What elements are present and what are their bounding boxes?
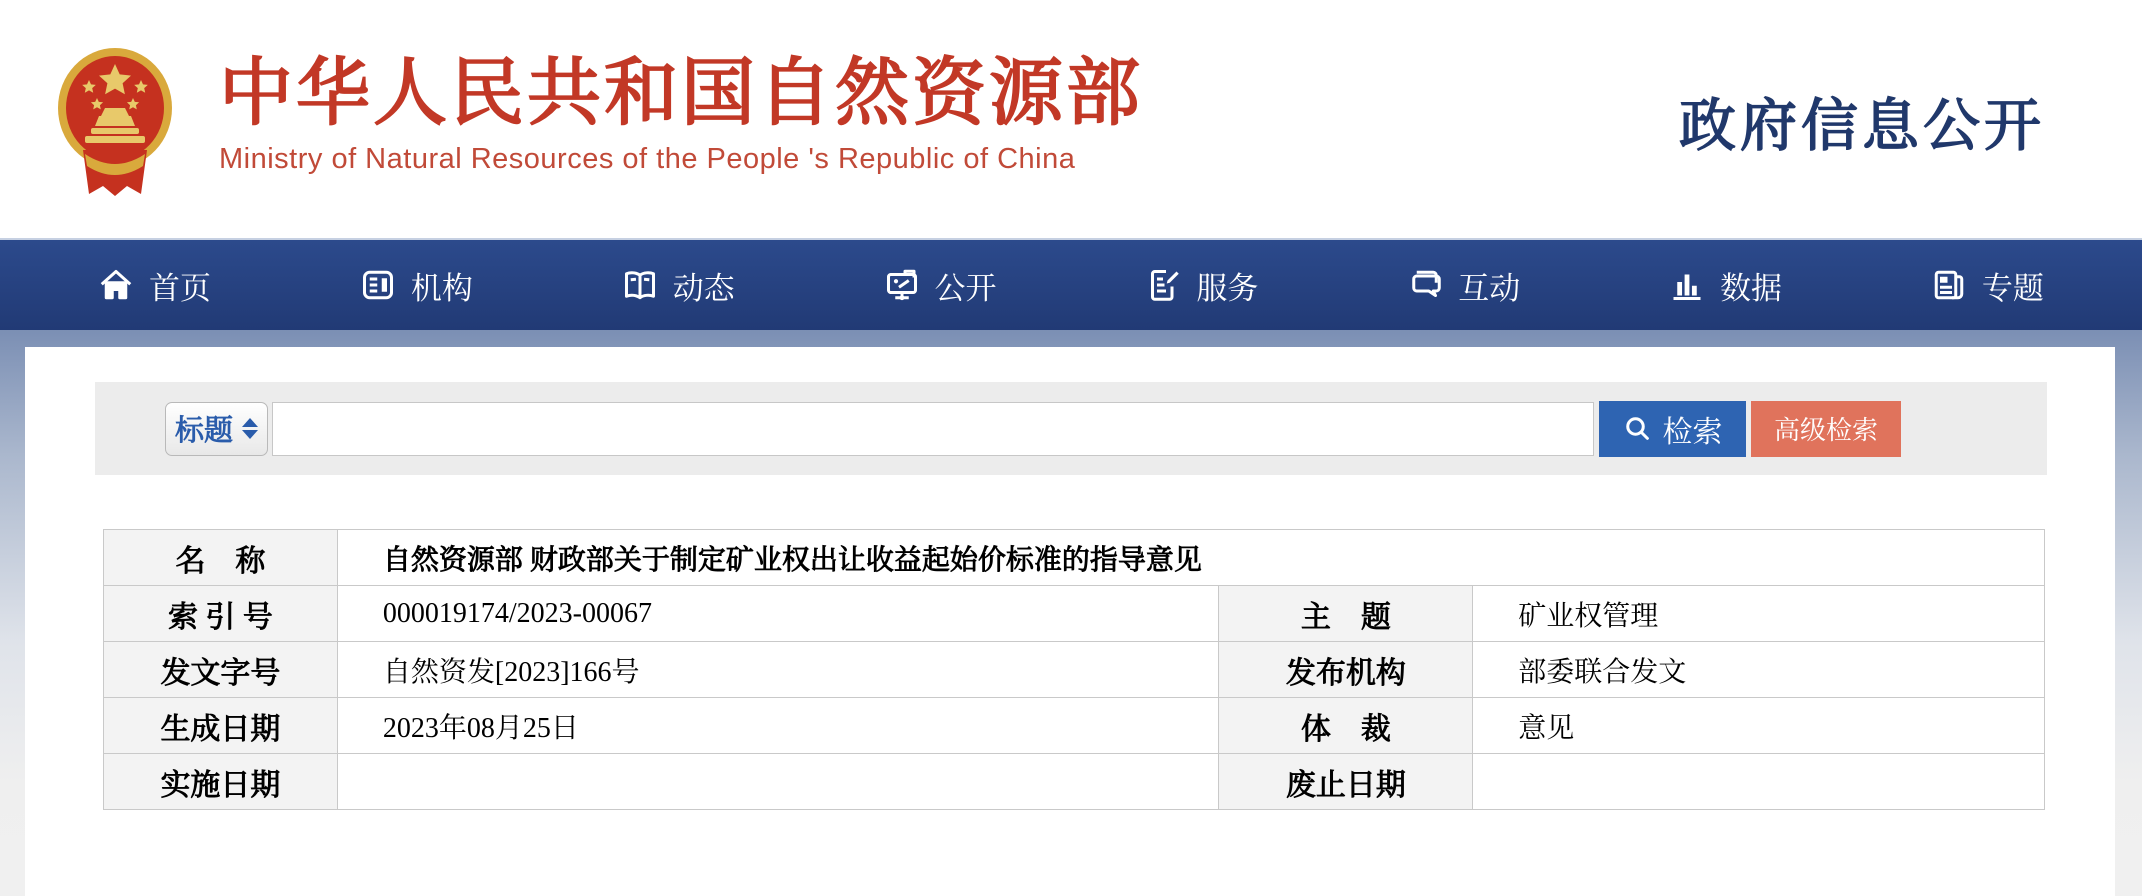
table-row-createdate-genre bbox=[104, 698, 2045, 754]
doc-number-label: 发文字号 bbox=[104, 642, 338, 698]
advanced-search-button[interactable] bbox=[1751, 401, 1901, 457]
repeal-date-value bbox=[1473, 754, 2045, 810]
nav-item-interaction[interactable] bbox=[1407, 263, 1520, 308]
site-title: 中华人民共和国自然资源部 bbox=[219, 51, 1143, 134]
nav-item-label: 首页 bbox=[149, 270, 211, 306]
table-row-docnumber-agency bbox=[104, 642, 2045, 698]
table-row-index-subject bbox=[104, 586, 2045, 642]
doc-number-value: 自然资发[2023]166号 bbox=[337, 642, 1219, 698]
site-header bbox=[0, 0, 2142, 238]
name-value: 自然资源部 财政部关于制定矿业权出让收益起始价标准的指导意见 bbox=[337, 530, 2044, 586]
nav-item-data[interactable] bbox=[1669, 263, 1782, 308]
interaction-icon bbox=[1407, 267, 1443, 303]
advanced-search-button-label: 高级检索 bbox=[1773, 415, 1878, 445]
table-row-effective-repeal bbox=[104, 754, 2045, 810]
nav-item-service[interactable] bbox=[1145, 263, 1258, 308]
search-bar bbox=[95, 382, 2047, 475]
nav-item-label: 动态 bbox=[672, 270, 735, 306]
data-icon bbox=[1669, 267, 1705, 303]
index-number-label: 索 引 号 bbox=[104, 586, 338, 642]
disclosure-icon bbox=[884, 267, 920, 303]
search-field-selector-label: 标题 bbox=[174, 415, 233, 447]
nav-item-home[interactable] bbox=[98, 263, 211, 308]
create-date-label: 生成日期 bbox=[104, 698, 338, 754]
nav-item-label: 互动 bbox=[1458, 270, 1521, 306]
nav-item-label: 数据 bbox=[1720, 270, 1783, 306]
search-input[interactable] bbox=[272, 402, 1594, 456]
search-icon bbox=[1623, 414, 1653, 444]
content-background bbox=[0, 330, 2142, 896]
create-date-value: 2023年08月25日 bbox=[337, 698, 1219, 754]
site-brand bbox=[55, 38, 1143, 200]
search-field-selector[interactable] bbox=[165, 402, 268, 456]
effective-date-value bbox=[337, 754, 1219, 810]
topics-icon bbox=[1931, 267, 1967, 303]
nav-item-topics[interactable] bbox=[1931, 263, 2044, 308]
effective-date-label: 实施日期 bbox=[104, 754, 338, 810]
index-number-value: 000019174/2023-00067 bbox=[337, 586, 1219, 642]
table-row-name bbox=[104, 530, 2045, 586]
genre-value: 意见 bbox=[1473, 698, 2045, 754]
document-detail-table bbox=[103, 529, 2045, 810]
search-button-label: 检索 bbox=[1662, 415, 1723, 449]
home-icon bbox=[98, 267, 134, 303]
page-title: 政府信息公开 bbox=[1679, 95, 2045, 158]
nav-item-label: 机构 bbox=[410, 270, 473, 306]
issuing-agency-label: 发布机构 bbox=[1219, 642, 1473, 698]
nav-item-label: 专题 bbox=[1981, 270, 2044, 306]
name-label: 名 称 bbox=[104, 530, 338, 586]
search-button[interactable] bbox=[1599, 401, 1746, 457]
nav-item-organization[interactable] bbox=[360, 263, 473, 308]
service-icon bbox=[1145, 267, 1181, 303]
nav-item-label: 服务 bbox=[1196, 270, 1259, 306]
genre-label: 体 裁 bbox=[1219, 698, 1473, 754]
repeal-date-label: 废止日期 bbox=[1219, 754, 1473, 810]
issuing-agency-value: 部委联合发文 bbox=[1473, 642, 2045, 698]
brand-titles bbox=[219, 38, 1143, 176]
nav-item-label: 公开 bbox=[934, 270, 997, 306]
main-nav bbox=[0, 238, 2142, 330]
subject-value: 矿业权管理 bbox=[1473, 586, 2045, 642]
content-panel bbox=[25, 347, 2115, 896]
national-emblem-logo bbox=[55, 42, 175, 200]
spinner-arrows-icon bbox=[242, 418, 258, 439]
nav-item-disclosure[interactable] bbox=[884, 263, 997, 308]
nav-item-news[interactable] bbox=[622, 263, 735, 308]
organization-icon bbox=[360, 267, 396, 303]
site-title-english: Ministry of Natural Resources of the People 's Republic of China bbox=[219, 143, 1076, 176]
subject-label: 主 题 bbox=[1219, 586, 1473, 642]
news-icon bbox=[622, 267, 658, 303]
